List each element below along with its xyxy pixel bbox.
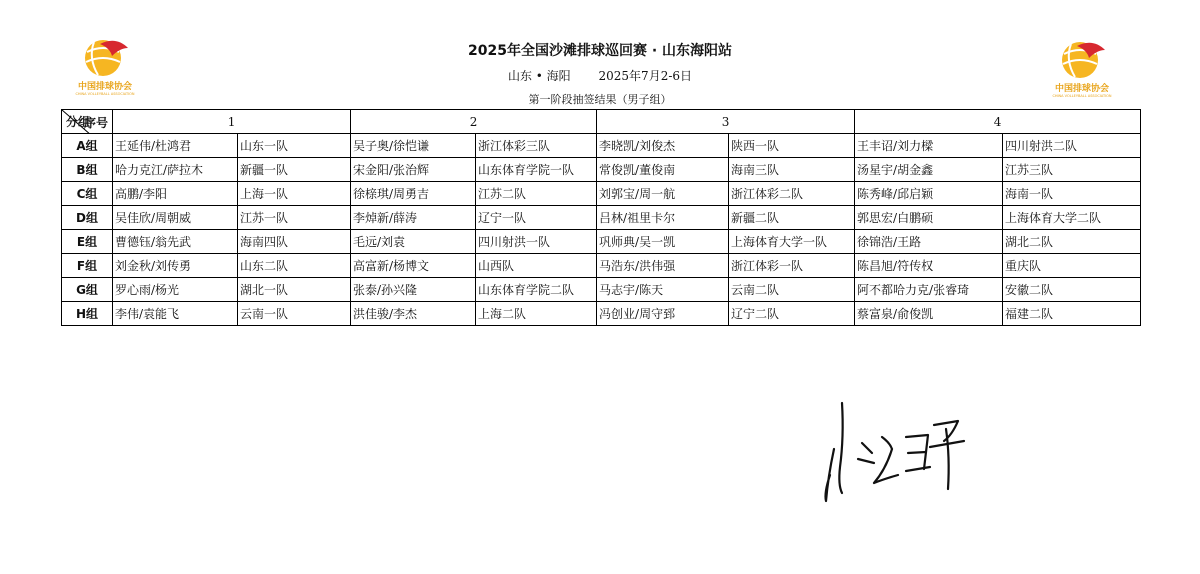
group-label: A组 bbox=[62, 134, 113, 158]
team-name: 江苏三队 bbox=[1005, 163, 1054, 177]
team-cell bbox=[238, 278, 351, 302]
pair-cell bbox=[597, 254, 729, 278]
logo-text: 中国排球协会 bbox=[1054, 84, 1109, 94]
table-row bbox=[62, 206, 1141, 230]
group-label: F组 bbox=[62, 254, 113, 278]
pair-cell bbox=[855, 206, 1003, 230]
pair-cell bbox=[597, 278, 729, 302]
pair-cell bbox=[351, 206, 476, 230]
group-label: E组 bbox=[62, 230, 113, 254]
pair-cell bbox=[597, 302, 729, 326]
table-row bbox=[62, 182, 1141, 206]
table-row bbox=[62, 302, 1141, 326]
team-name: 山西队 bbox=[478, 259, 515, 273]
pair-cell bbox=[113, 206, 238, 230]
team-name: 辽宁一队 bbox=[478, 211, 527, 225]
team-cell bbox=[1003, 230, 1141, 254]
event-dates: 2025年7月2-6日 bbox=[598, 69, 693, 83]
team-cell bbox=[1003, 134, 1141, 158]
player-pair: 马志宇/陈天 bbox=[599, 283, 664, 297]
logo-text: 中国排球协会 bbox=[77, 82, 132, 92]
logo-subtext: CHINA VOLLEYBALL ASSOCIATION bbox=[75, 92, 135, 96]
pair-cell bbox=[597, 230, 729, 254]
corner-label-seq: 序号 bbox=[83, 116, 108, 130]
pair-cell bbox=[113, 134, 238, 158]
team-cell bbox=[476, 230, 597, 254]
page-title: 2025年全国沙滩排球巡回赛 · 山东海阳站 bbox=[467, 43, 733, 59]
corner-label-group: 分组 bbox=[66, 115, 91, 129]
team-cell bbox=[476, 278, 597, 302]
signature-drawing bbox=[812, 397, 972, 507]
team-cell bbox=[238, 254, 351, 278]
team-name: 辽宁二队 bbox=[731, 307, 780, 321]
pair-cell bbox=[113, 182, 238, 206]
pair-cell bbox=[597, 158, 729, 182]
player-pair: 吕林/祖里卡尔 bbox=[599, 211, 676, 225]
team-cell bbox=[476, 134, 597, 158]
pair-cell bbox=[113, 254, 238, 278]
player-pair: 徐榇琪/周勇吉 bbox=[353, 187, 430, 201]
player-pair: 陈昌旭/符传权 bbox=[857, 259, 934, 273]
group-rows bbox=[62, 134, 1141, 326]
player-pair: 李晓凯/刘俊杰 bbox=[599, 139, 676, 153]
player-pair: 刘金秋/刘传勇 bbox=[115, 259, 192, 273]
player-pair: 陈秀峰/邱启颖 bbox=[857, 187, 934, 201]
header-row bbox=[62, 110, 1141, 134]
column-header: 1 bbox=[113, 110, 351, 134]
player-pair: 郭思宏/白鹏硕 bbox=[857, 211, 934, 225]
group-label: G组 bbox=[62, 278, 113, 302]
team-cell bbox=[238, 158, 351, 182]
player-pair: 张泰/孙兴隆 bbox=[353, 283, 418, 297]
team-cell bbox=[476, 302, 597, 326]
event-info bbox=[0, 67, 1200, 84]
pair-cell bbox=[351, 302, 476, 326]
team-cell bbox=[476, 182, 597, 206]
team-name: 福建二队 bbox=[1005, 307, 1054, 321]
team-cell bbox=[476, 206, 597, 230]
team-cell bbox=[729, 182, 855, 206]
team-name: 新疆二队 bbox=[731, 211, 780, 225]
pair-cell bbox=[351, 254, 476, 278]
player-pair: 冯创业/周守郅 bbox=[599, 307, 676, 321]
player-pair: 汤星宇/胡金鑫 bbox=[857, 163, 934, 177]
team-name: 上海体育大学一队 bbox=[731, 235, 828, 249]
team-cell bbox=[729, 158, 855, 182]
pair-cell bbox=[113, 230, 238, 254]
team-name: 海南四队 bbox=[240, 235, 289, 249]
team-cell bbox=[729, 134, 855, 158]
pair-cell bbox=[855, 302, 1003, 326]
team-name: 海南一队 bbox=[1005, 187, 1054, 201]
team-name: 上海二队 bbox=[478, 307, 527, 321]
pair-cell bbox=[351, 230, 476, 254]
player-pair: 高富新/杨博文 bbox=[353, 259, 430, 273]
team-name: 新疆一队 bbox=[240, 163, 289, 177]
team-name: 山东体育学院二队 bbox=[478, 283, 575, 297]
column-header: 2 bbox=[351, 110, 597, 134]
team-name: 重庆队 bbox=[1005, 259, 1042, 273]
team-name: 湖北二队 bbox=[1005, 235, 1054, 249]
player-pair: 毛远/刘袁 bbox=[353, 235, 406, 249]
player-pair: 马浩东/洪伟强 bbox=[599, 259, 676, 273]
team-name: 浙江体彩一队 bbox=[731, 259, 804, 273]
player-pair: 李伟/袁能飞 bbox=[115, 307, 180, 321]
column-header: 4 bbox=[855, 110, 1141, 134]
team-name: 湖北一队 bbox=[240, 283, 289, 297]
group-label: H组 bbox=[62, 302, 113, 326]
pair-cell bbox=[351, 134, 476, 158]
player-pair: 阿不都哈力克/张睿琦 bbox=[857, 283, 970, 297]
player-pair: 刘郭宝/周一航 bbox=[599, 187, 676, 201]
pair-cell bbox=[855, 278, 1003, 302]
team-cell bbox=[729, 230, 855, 254]
team-name: 浙江体彩二队 bbox=[731, 187, 804, 201]
column-header: 3 bbox=[597, 110, 855, 134]
player-pair: 哈力克江/萨拉木 bbox=[115, 163, 204, 177]
group-label: D组 bbox=[62, 206, 113, 230]
pair-cell bbox=[855, 182, 1003, 206]
pair-cell bbox=[351, 182, 476, 206]
team-cell bbox=[729, 254, 855, 278]
player-pair: 王延伟/杜鸿君 bbox=[115, 139, 192, 153]
pair-cell bbox=[855, 254, 1003, 278]
draw-table bbox=[61, 109, 1141, 326]
stage-caption: 第一阶段抽签结果（男子组） bbox=[528, 93, 672, 106]
pair-cell bbox=[351, 158, 476, 182]
team-name: 江苏一队 bbox=[240, 211, 289, 225]
pair-cell bbox=[855, 230, 1003, 254]
player-pair: 李焯新/薛涛 bbox=[353, 211, 418, 225]
team-name: 浙江体彩三队 bbox=[478, 139, 551, 153]
team-name: 海南三队 bbox=[731, 163, 780, 177]
pair-cell bbox=[113, 302, 238, 326]
team-cell bbox=[238, 206, 351, 230]
team-cell bbox=[238, 134, 351, 158]
team-cell bbox=[476, 254, 597, 278]
team-cell bbox=[238, 230, 351, 254]
player-pair: 蔡富泉/俞俊凯 bbox=[857, 307, 934, 321]
team-name: 山东一队 bbox=[240, 139, 289, 153]
team-cell bbox=[729, 278, 855, 302]
player-pair: 罗心雨/杨光 bbox=[115, 283, 180, 297]
player-pair: 徐锦浩/王路 bbox=[857, 235, 922, 249]
player-pair: 洪佳骏/李杰 bbox=[353, 307, 418, 321]
group-label: C组 bbox=[62, 182, 113, 206]
player-pair: 曹德钰/翁先武 bbox=[115, 235, 192, 249]
team-cell bbox=[1003, 182, 1141, 206]
corner-header bbox=[62, 110, 113, 134]
group-label: B组 bbox=[62, 158, 113, 182]
team-cell bbox=[729, 206, 855, 230]
logo-subtext: CHINA VOLLEYBALL ASSOCIATION bbox=[1052, 94, 1112, 98]
event-location: 山东 • 海阳 bbox=[507, 69, 571, 83]
team-name: 上海一队 bbox=[240, 187, 289, 201]
player-pair: 巩师典/吴一凯 bbox=[599, 235, 676, 249]
team-cell bbox=[1003, 278, 1141, 302]
pair-cell bbox=[351, 278, 476, 302]
team-cell bbox=[476, 158, 597, 182]
player-pair: 吴子奥/徐恺谦 bbox=[353, 139, 430, 153]
team-cell bbox=[1003, 302, 1141, 326]
pair-cell bbox=[597, 206, 729, 230]
team-name: 云南一队 bbox=[240, 307, 289, 321]
team-name: 江苏二队 bbox=[478, 187, 527, 201]
pair-cell bbox=[855, 158, 1003, 182]
pair-cell bbox=[597, 134, 729, 158]
table-row bbox=[62, 134, 1141, 158]
team-name: 陕西一队 bbox=[731, 139, 780, 153]
player-pair: 宋金阳/张治辉 bbox=[353, 163, 430, 177]
team-name: 云南二队 bbox=[731, 283, 780, 297]
pair-cell bbox=[113, 158, 238, 182]
team-name: 上海体育大学二队 bbox=[1005, 211, 1102, 225]
team-name: 四川射洪二队 bbox=[1005, 139, 1078, 153]
pair-cell bbox=[855, 134, 1003, 158]
table-row bbox=[62, 230, 1141, 254]
player-pair: 高鹏/李阳 bbox=[115, 187, 168, 201]
team-cell bbox=[238, 182, 351, 206]
team-cell bbox=[1003, 254, 1141, 278]
team-cell bbox=[1003, 206, 1141, 230]
team-name: 安徽二队 bbox=[1005, 283, 1054, 297]
team-name: 四川射洪一队 bbox=[478, 235, 551, 249]
team-name: 山东二队 bbox=[240, 259, 289, 273]
pair-cell bbox=[113, 278, 238, 302]
player-pair: 常俊凯/董俊南 bbox=[599, 163, 676, 177]
player-pair: 王丰诏/刘力樑 bbox=[857, 139, 934, 153]
table-row bbox=[62, 254, 1141, 278]
table-row bbox=[62, 278, 1141, 302]
pair-cell bbox=[597, 182, 729, 206]
team-cell bbox=[729, 302, 855, 326]
player-pair: 吴佳欣/周朝威 bbox=[115, 211, 192, 225]
team-cell bbox=[238, 302, 351, 326]
table-row bbox=[62, 158, 1141, 182]
team-name: 山东体育学院一队 bbox=[478, 163, 575, 177]
team-cell bbox=[1003, 158, 1141, 182]
